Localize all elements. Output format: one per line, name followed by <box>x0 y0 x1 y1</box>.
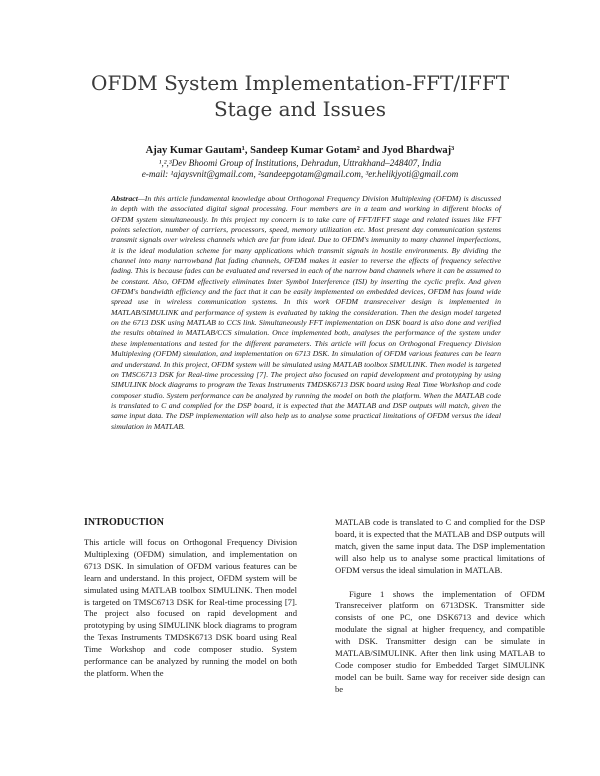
body-paragraph: This article will focus on Orthogonal Frequency Division Multiplexing (OFDM) simulation, and implementation on 6713 DSK. In simulation of OFDM various features can be learn and understand. In this project, OFDM system will be simulated using MATLAB toolbox SIMULINK. Then model is targeted on TMSC6713 DSK for Real-time processing [7]. The project also focused on rapid development and prototyping by using SIMULINK block diagrams to program the Texas Instruments TMDSK6713 DSK board using Real Time Workshop and code composer studio. System performance can be analyzed by running the model on both the platform. When the <box>84 537 297 678</box>
paper-title: OFDM System Implementation-FFT/IFFT Stage and Issues <box>90 71 510 121</box>
abstract <box>111 194 501 432</box>
email-line: e-mail: ¹ajaysvnit@gmail.com, ²sandeepgotam@gmail.com, ³er.helikjyoti@gmail.com <box>141 169 459 179</box>
right-column <box>335 517 545 696</box>
abstract-text: —In this article fundamental knowledge about Orthogonal Frequency Division Multiplexing (OFDM) is discussed in depth with the associated digital signal processing. Four members are in a team and working in different blocks of OFDM system simultaneously. In this project my concern is to take care of FFT/IFFT stage and related issues like FFT points selection, number of carriers, processors, speed, memory utilization etc. Most present day communication systems transmit signals over wireless channels which are far from ideal. Due to OFDM's immunity to many channel imperfections, it is the ideal modulation scheme for many applications which transmit signals in hostile environments. By dividing the channel into many narrowband flat fading channels, OFDM makes it easier to reverse the effects of frequency selective fading. This is because fades can be evaluated and reversed in each of the narrow band channels where it can be assumed to be constant. Also, OFDM effectively eliminates Inter Symbol Interference (ISI) by inserting the cyclic prefix. And given OFDM's bandwidth efficiency and the fact that it can be easily implemented on embedded devices, OFDM has found wide spread use in wireless communication systems. In this work OFDM transreceiver design is implemented in MATLAB/SIMULINK and performance of system is evaluated by taking the consideration. Then the design model targeted on the 6713 DSK using MATLAB to CCS link. Simultaneously FFT implementation on DSK board is also done and verified the results obtained in MATLAB/CCS simulation. Once implemented both, analyses the performance of the system under these implementations and tested for the different parameters. This article will focus on Orthogonal Frequency Division Multiplexing (OFDM) simulation, and implementation on 6713 DSK. In simulation of OFDM various features can be learn and understand. In this project, OFDM system will be simulated using MATLAB toolbox SIMULINK. Then model is targeted on TMSC6713 DSK for Real-time processing [7]. The project also focused on rapid development and prototyping by using SIMULINK block diagrams to program the Texas Instruments TMDSK6713 DSK board using Real Time Workshop and code composer studio. System performance can be analyzed by running the model on both the platform. When the MATLAB code is translated to C and complied for the DSP board, it is expected that the MATLAB and DSP outputs will match, given the same input data. The DSP implementation will also help us to analyse some practical limitations of OFDM versus the ideal simulation in MATLAB. <box>111 194 501 431</box>
abstract-label: Abstract <box>111 194 138 203</box>
section-heading-introduction: INTRODUCTION <box>84 517 165 528</box>
affiliation <box>60 158 540 180</box>
author-list: Ajay Kumar Gautam¹, Sandeep Kumar Gotam² and Jyod Bhardwaj³ <box>145 145 455 156</box>
body-paragraph: MATLAB code is translated to C and complied for the DSP board, it is expected that the MATLAB and DSP outputs will match, given the same input data. The DSP implementation will also help us to analyse some practical limitations of OFDM versus the ideal simulation in MATLAB. <box>335 517 545 575</box>
body-paragraph: Figure 1 shows the implementation of OFDM Transreceiver platform on 6713DSK. Transmitter side consists of one PC, one DSK6713 and device which modulate the signal at higher frequency, and compatible with DSK. Transmitter design can be simulate in MATLAB/SIMULINK. After then link using MATLAB to Code composer studio for Embedded Target SIMULINK model can be built. Same way for receiver side design can be <box>335 588 545 694</box>
affiliation-line: ¹,²,³Dev Bhoomi Group of Institutions, Dehradun, Uttrakhand–248407, India <box>158 158 442 168</box>
left-column <box>84 517 297 680</box>
